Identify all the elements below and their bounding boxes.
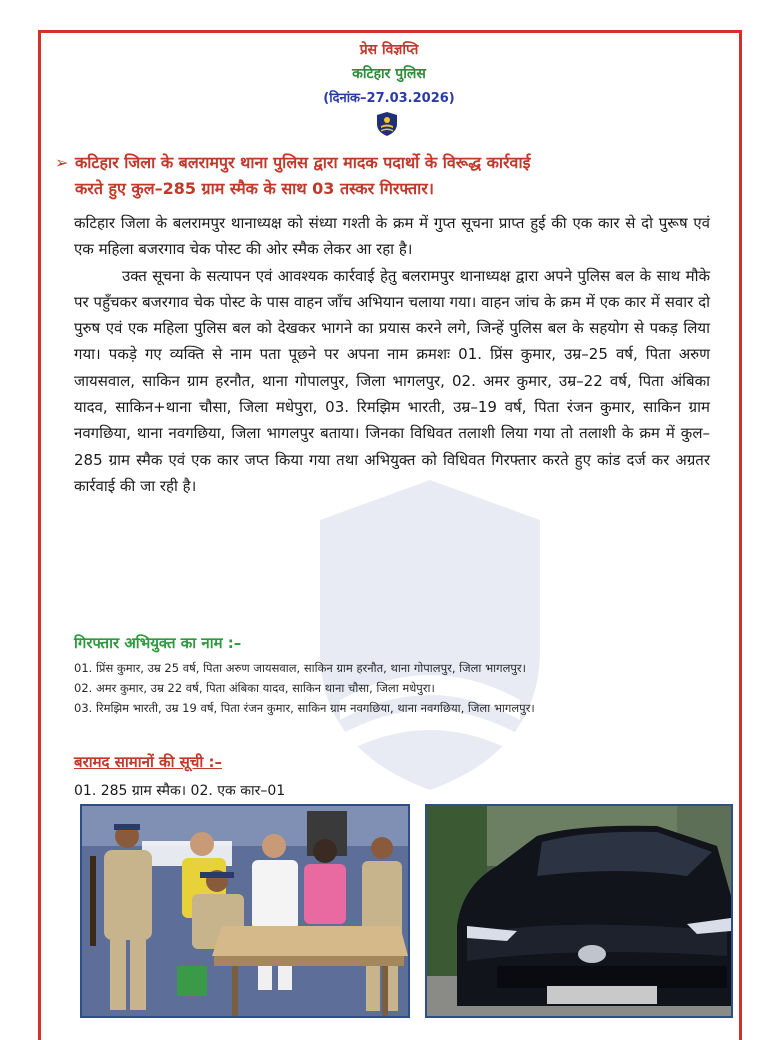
arrow-bullet-icon: ➢ xyxy=(55,153,69,172)
press-release-title: प्रेस विज्ञप्ति xyxy=(359,42,419,58)
watermark-emblem xyxy=(300,470,560,800)
accused-item: 02. अमर कुमार, उम्र 22 वर्ष, पिता अंबिका यादव, साकिन थाना चौसा, जिला मधेपुरा। xyxy=(74,681,435,695)
accused-list xyxy=(74,658,710,718)
body-text xyxy=(74,210,710,499)
accused-section-title: गिरफ्तार अभियुक्त का नाम :– xyxy=(74,634,242,652)
arrest-photo-illustration xyxy=(82,806,408,1016)
seized-items: 01. 285 ग्राम स्मैक। 02. एक कार–01 xyxy=(74,783,286,799)
arrest-photo xyxy=(80,804,410,1018)
body-paragraph-2: उक्त सूचना के सत्यापन एवं आवश्यक कार्रवाई हेतु बलरामपुर थानाध्यक्ष द्वारा अपने पुलिस बल के साथ मौके पर पहुँचकर बजरगाव चेक पोस्ट के पास वाहन जाँच अभियान चलाया गया। वाहन जांच के क्रम में एक कार में सवार दो पुरुष एवं एक महिला पुलिस बल को देखकर भागने का प्रयास करने लगे, जिन्हें पुलिस बल के सहयोग से पकड़ लिया गया। पकड़े गए व्यक्ति से नाम पता पूछने पर अपना नाम क्रमशः 01. प्रिंस कुमार, उम्र–25 वर्ष, पिता अरुण जायसवाल, साकिन ग्राम हरनौत, थाना गोपालपुर, जिला भागलपुर, 02. अमर कुमार, उम्र–22 वर्ष, पिता अंबिका यादव, साकिन+थाना चौसा, जिला मधेपुरा, 03. रिमझिम भारती, उम्र–19 वर्ष, पिता रंजन कुमार, साकिन ग्राम नवगछिया, थाना नवगछिया, जिला भागलपुर बताया। जिनका विधिवत तलाशी लिया गया तो तलाशी के क्रम में कुल–285 ग्राम स्मैक एवं एक कार जप्त किया गया तथा अभियुक्त को विधिवत गिरफ्तार करते हुए कांड दर्ज कर अग्रतर कार्रवाई की जा रही है। xyxy=(74,266,710,495)
org-name: कटिहार पुलिस xyxy=(352,66,426,82)
accused-item: 01. प्रिंस कुमार, उम्र 25 वर्ष, पिता अरुण जायसवाल, साकिन ग्राम हरनौत, थाना गोपालपुर, जिला भागलपुर। xyxy=(74,661,526,675)
police-emblem-logo xyxy=(375,111,399,137)
headline-line-2: करते हुए कुल–285 ग्राम स्मैक के साथ 03 तस्कर गिरफ्तार। xyxy=(75,179,434,198)
body-paragraph-1: कटिहार जिला के बलरामपुर थानाध्यक्ष को संध्या गश्ती के क्रम में गुप्त सूचना प्राप्त हुई की एक कार से दो पुरूष एवं एक महिला बजरगाव चेक पोस्ट की ओर स्मैक लेकर आ रहा है। xyxy=(74,214,710,259)
release-date: (दिनांक–27.03.2026) xyxy=(323,91,455,106)
seized-car-illustration xyxy=(427,806,731,1016)
seized-car-photo xyxy=(425,804,733,1018)
accused-item: 03. रिमझिम भारती, उम्र 19 वर्ष, पिता रंजन कुमार, साकिन ग्राम नवगछिया, थाना नवगछिया, जिला भागलपुर। xyxy=(74,701,535,715)
headline-line-1: कटिहार जिला के बलरामपुर थाना पुलिस द्वारा मादक पदार्थो के विरूद्ध कार्रवाई xyxy=(75,153,531,172)
seized-section-title: बरामद सामानों की सूची :– xyxy=(74,753,222,771)
